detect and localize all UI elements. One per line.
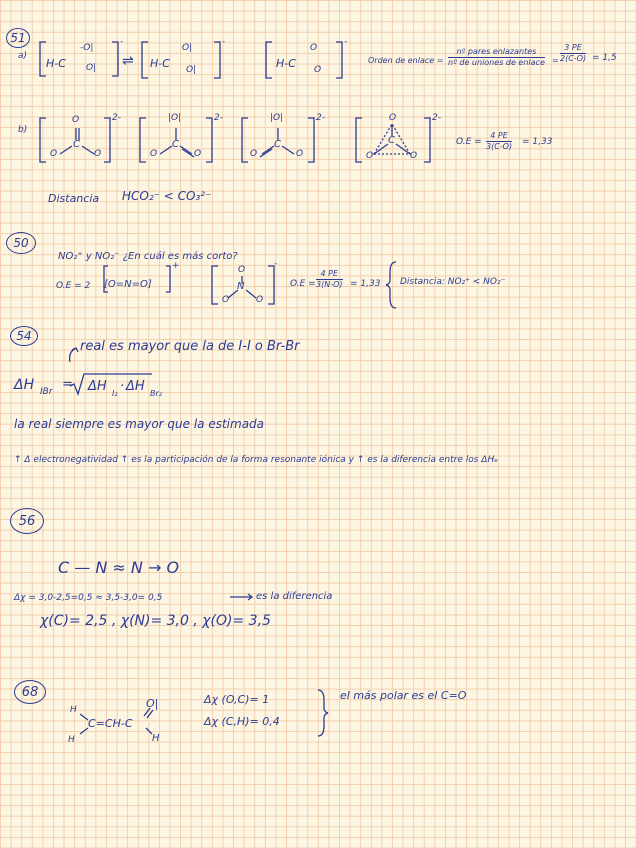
- polar-conclusion: el más polar es el C=O: [340, 689, 467, 702]
- carbonate-2-left: O: [150, 149, 158, 159]
- problem-number-50: 50: [6, 232, 36, 254]
- formate-res1-bot-o: O|: [86, 63, 97, 73]
- carbonate-2-top: |O|: [168, 113, 182, 123]
- bond-order-result: = 1,5: [592, 53, 617, 63]
- carbonate-hybrid-left: O: [366, 151, 374, 161]
- bond-order-fraction-2: [560, 44, 586, 63]
- carbonate-1-charge: 2-: [112, 113, 121, 123]
- carbonate-2-charge: 2-: [214, 113, 223, 123]
- formate-hybrid-charge: -: [344, 37, 348, 47]
- acrolein-h3: H: [152, 733, 160, 744]
- bond-order-fraction: [448, 48, 545, 67]
- resonance-arrow: ⇌: [122, 53, 134, 69]
- oe-carbonate-fraction: [486, 132, 512, 151]
- oe-no2minus-result: = 1,33: [350, 279, 381, 289]
- oe-carbonate-numerator: 4 PE: [486, 132, 512, 142]
- delta-h-dot: ·: [120, 379, 125, 394]
- electroneg-diff: Δχ = 3,0-2,5=0,5 ≈ 3,5-3,0= 0,5: [14, 593, 163, 603]
- oe-no2minus-fraction: [316, 270, 343, 289]
- carbonate-hybrid-center: C: [388, 135, 395, 146]
- oe-no2plus: O.E = 2: [56, 281, 91, 291]
- distance-label: Distancia: [48, 192, 100, 205]
- carbonate-1-center: C: [73, 139, 80, 150]
- formate-hybrid: H-C: [276, 57, 296, 70]
- no2minus-top-o: O: [238, 265, 246, 275]
- no2minus-charge: -: [274, 259, 278, 269]
- problem-number-51: 51: [6, 28, 30, 48]
- distance-50: Distancia: NO₂⁺ < NO₂⁻: [400, 277, 506, 287]
- carbonate-1-top: O: [72, 115, 80, 125]
- carbonate-1-right: O: [94, 149, 102, 159]
- electroneg-values: χ(C)= 2,5 , χ(N)= 3,0 , χ(O)= 3,5: [40, 613, 271, 629]
- formate-res1-top-o: -O|: [80, 43, 94, 53]
- carbonate-2-right: O: [194, 149, 202, 159]
- no2plus-charge: +: [172, 261, 180, 271]
- formate-res2-charge: -: [222, 37, 226, 47]
- formate-hybrid-top-o: O: [310, 43, 318, 53]
- formate-res2-top-o: O|: [182, 43, 193, 53]
- delta-h-br2: ΔH: [126, 379, 145, 394]
- acrolein-chain: C=CH-C: [88, 717, 133, 730]
- oe-no2minus-denominator: 3(N-O): [316, 280, 343, 289]
- bond-order-numerator: nº pares enlazantes: [448, 48, 545, 58]
- delta-h-ibr: ΔH: [14, 377, 35, 393]
- carbonate-2-center: C: [172, 139, 179, 150]
- problem-number-54: 54: [10, 326, 38, 346]
- bond-order2-numerator: 3 PE: [560, 44, 586, 54]
- bond-order-label: Orden de enlace =: [368, 56, 444, 65]
- delta-h-i2-sub: I₂: [112, 389, 118, 398]
- problem-number-56: 56: [10, 508, 44, 534]
- no2minus-center-n: N: [237, 281, 245, 292]
- delta-h-eq: =: [62, 377, 73, 392]
- electroneg-diff-note: es la diferencia: [256, 591, 333, 602]
- acrolein-h1: H: [70, 705, 77, 715]
- question-50: NO₂⁺ y NO₂⁻ ¿En cuál es más corto?: [58, 251, 238, 262]
- oe-no2minus-label: O.E =: [290, 279, 316, 289]
- delta-h-i2: ΔH: [88, 379, 107, 394]
- bond-order-denominator: nº de uniones de enlace: [448, 58, 545, 67]
- note-54: real es mayor que la de I-I o Br-Br: [80, 339, 300, 354]
- formate-res2-bot-o: O|: [186, 65, 197, 75]
- carbonate-3-right: O: [296, 149, 304, 159]
- carbonate-hybrid-right: O: [410, 151, 418, 161]
- oe-no2minus-numerator: 4 PE: [316, 270, 343, 280]
- carbonate-3-left: O: [250, 149, 258, 159]
- formate-resonance-1: H-C: [46, 57, 66, 70]
- no2minus-right-o: O: [256, 295, 264, 305]
- line-54-electroneg: ↑ Δ electronegatividad ↑ es la participación de la forma resonante iónica y ↑ es la diferencia entre los ΔHₑ: [14, 455, 498, 465]
- formate-hybrid-bot-o: O: [314, 65, 322, 75]
- no2plus-structure: [O=N=O]: [104, 279, 152, 290]
- carbonate-3-center: C: [274, 139, 281, 150]
- acrolein-o: O|: [146, 697, 159, 710]
- bond-order2-denominator: 2(C-O): [560, 54, 587, 63]
- delta-chi-oc: Δχ (O,C)= 1: [204, 693, 270, 706]
- oe-carbonate-result: = 1,33: [522, 137, 553, 147]
- bond-order-eq: =: [552, 56, 559, 65]
- delta-h-ibr-sub: IBr: [40, 387, 53, 397]
- delta-h-br2-sub: Br₂: [150, 389, 162, 398]
- no2minus-left-o: O: [222, 295, 230, 305]
- part-a-label: a): [18, 51, 28, 61]
- problem-number-68: 68: [14, 680, 46, 704]
- distance-expression: HCO₂⁻ < CO₃²⁻: [122, 189, 212, 203]
- formate-resonance-2: H-C: [150, 57, 170, 70]
- carbonate-hybrid-charge: 2-: [432, 113, 441, 123]
- formate-res1-charge: -: [120, 37, 124, 47]
- carbonate-3-charge: 2-: [316, 113, 325, 123]
- delta-chi-ch: Δχ (C,H)= 0,4: [204, 715, 280, 728]
- oe-carbonate-denominator: 3(C-O): [486, 142, 513, 151]
- carbonate-3-top: |O|: [270, 113, 284, 123]
- oe-carbonate-label: O.E =: [456, 137, 482, 147]
- line-54-real: la real siempre es mayor que la estimada: [14, 417, 265, 431]
- carbonate-1-left: O: [50, 149, 58, 159]
- acrolein-h2: H: [68, 735, 75, 745]
- bonds-56: C — N ≈ N → O: [58, 558, 180, 577]
- part-b-label: b): [18, 125, 28, 135]
- carbonate-hybrid-top: O: [389, 113, 397, 123]
